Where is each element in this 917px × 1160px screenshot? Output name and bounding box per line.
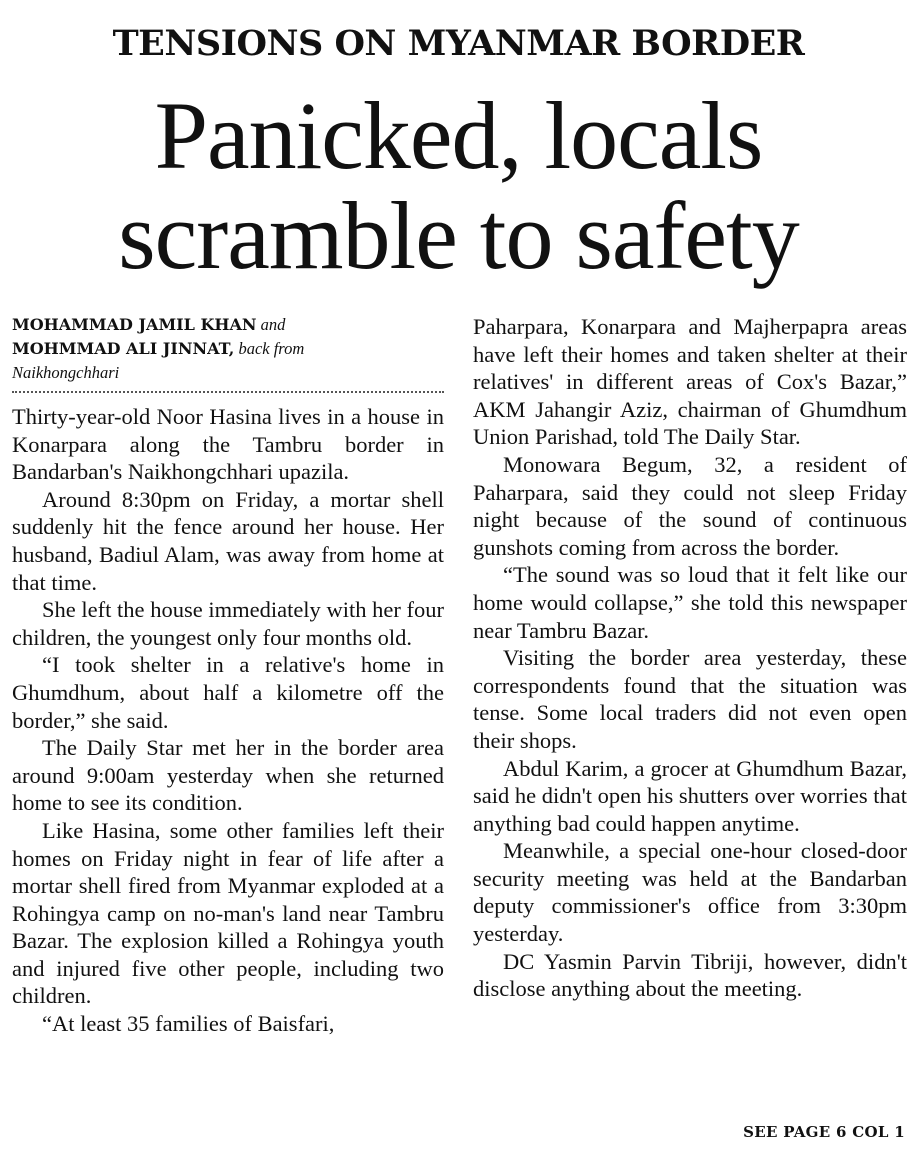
byline-author-2: MOHMMAD ALI JINNAT, [12,339,235,358]
body-paragraph: Around 8:30pm on Friday, a mortar shell suddenly hit the fence around her house. Her husband, Badiul Alam, was away from home at that time. [12,486,444,595]
headline-line-2: scramble to safety [118,182,799,289]
body-paragraph: Meanwhile, a special one-hour closed-door security meeting was held at the Bandarban deputy commissioner's office from 3:30pm yesterday. [473,838,907,947]
body-paragraph: Monowara Begum, 32, a resident of Paharpara, said they could not sleep Friday night because of the sound of continuous gunshots coming from across the border. [473,451,907,560]
byline-connector: and [260,315,286,334]
body-paragraph: Paharpara, Konarpara and Majherpapra areas have left their homes and taken shelter at their relatives' in different areas of Cox's Bazar,” AKM Jahangir Aziz, chairman of Ghumdhum Union Parishad, told The Daily Star. [473,314,907,450]
body-paragraph: The Daily Star met her in the border area around 9:00am yesterday when she returned home to see its condition. [12,735,444,816]
kicker: TENSIONS ON MYANMAR BORDER [112,23,805,64]
right-column [473,313,907,1003]
byline-author-1: MOHAMMAD JAMIL KHAN [12,315,257,334]
continued-jump-line: SEE PAGE 6 COL 1 [743,1123,905,1141]
byline-location: Naikhongchhari [12,363,120,382]
byline-divider [12,391,444,393]
left-column [12,313,444,1038]
body-paragraph: Thirty-year-old Noor Hasina lives in a house in Konarpara along the Tambru border in Bandarban's Naikhongchhari upazila. [12,404,444,485]
body-paragraph: DC Yasmin Parvin Tibriji, however, didn't disclose anything about the meeting. [473,948,907,1002]
byline-location-prefix: back from [238,339,305,358]
body-paragraph: Like Hasina, some other families left their homes on Friday night in fear of life after a mortar shell fired from Myanmar exploded at a Rohingya camp on no-man's land near Tambru Bazar. The explosion killed a Rohingya youth and injured five other people, including two children. [12,817,444,1009]
headline-line-1: Panicked, locals [154,82,763,189]
body-paragraph: Abdul Karim, a grocer at Ghumdhum Bazar, said he didn't open his shutters over worries that anything bad could happen anytime. [473,755,907,836]
body-paragraph: “The sound was so loud that it felt like our home would collapse,” she told this newspaper near Tambru Bazar. [473,562,907,643]
body-paragraph: “At least 35 families of Baisfari, [42,1011,335,1037]
body-paragraph: She left the house immediately with her four children, the youngest only four months old. [12,597,444,650]
byline [12,313,444,385]
body-paragraph: Visiting the border area yesterday, these correspondents found that the situation was tense. Some local traders did not even open their shops. [473,645,907,753]
headline [0,82,917,289]
body-paragraph: “I took shelter in a relative's home in Ghumdhum, about half a kilometre off the border,” she said. [12,652,444,733]
